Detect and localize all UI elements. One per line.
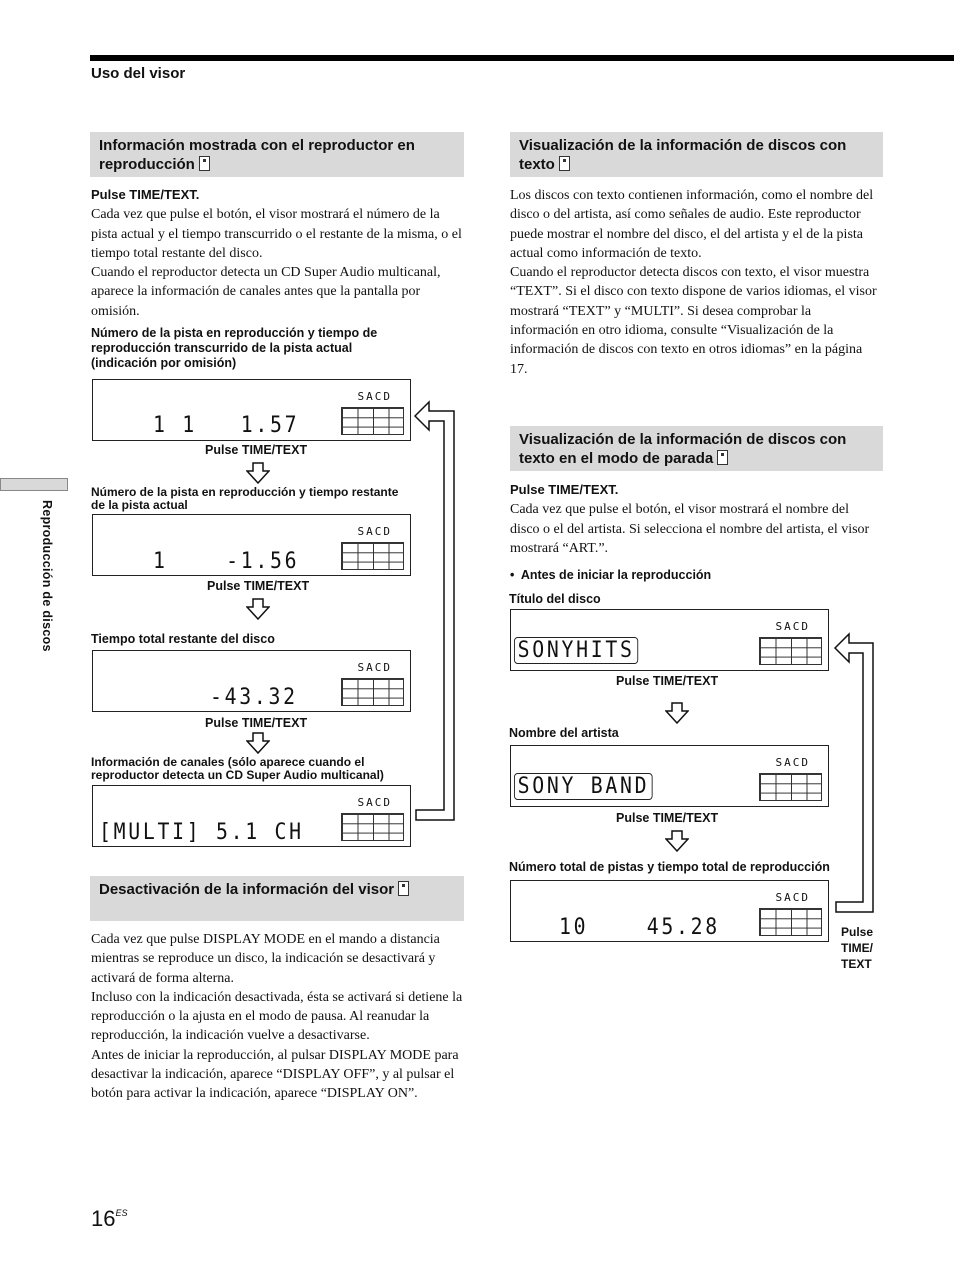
playback-info-text: Pulse TIME/TEXT. Cada vez que pulse el botón, el visor mostrará el número de la pista actual y el tiempo transcurrido o el restante de la misma, o el tiempo total restante del disco. Cuando el reproductor detecta un CD Super Audio multicanal, aparece la información de canales antes que la pantalla por omisión. — [91, 187, 462, 319]
display-label-total: Número total de pistas y tiempo total de reproducción — [509, 860, 830, 874]
display-text: SONYHITS — [514, 637, 638, 664]
display-label-3: Tiempo total restante del disco — [91, 632, 275, 646]
pulse-caption: Pulse TIME/TEXT — [616, 811, 719, 825]
section-title: Uso del visor — [91, 65, 186, 82]
display-disc-title — [510, 609, 829, 671]
down-arrow-icon — [246, 732, 270, 754]
display-label-1: Número de la pista en reproducción y tiempo de reproducción transcurrido de la pista actual (indicación por omisión) — [91, 326, 378, 370]
segment-grid — [759, 637, 822, 665]
bullet-before-play: • Antes de iniciar la reproducción — [510, 568, 712, 582]
pulse-caption: Pulse TIME/TEXT — [205, 716, 308, 730]
display-text: -43.32 — [210, 685, 298, 710]
pulse-caption: Pulse TIME/TEXT — [207, 579, 310, 593]
pulse-caption: Pulse TIME/TEXT — [616, 674, 719, 688]
segment-grid — [759, 908, 822, 936]
side-tab-marker — [0, 478, 68, 491]
display-text: [MULTI] 5.1 CH — [99, 820, 304, 845]
display-artist — [510, 745, 829, 807]
sacd-indicator: SACD — [775, 620, 810, 633]
sacd-indicator: SACD — [775, 756, 810, 769]
page-number: $16^{ES}$ — [91, 1206, 128, 1231]
down-arrow-icon — [246, 462, 270, 484]
segment-grid — [341, 678, 404, 706]
segment-grid — [341, 407, 404, 435]
heading-text-discs: Visualización de la información de discos con texto — [510, 132, 883, 177]
display-label-4: Información de canales (sólo aparece cuando el reproductor detecta un CD Super Audio multicanal) — [91, 755, 384, 782]
display-remaining — [92, 514, 411, 576]
display-text: 1 -1.56 — [153, 549, 300, 574]
display-text: 10 45.28 — [559, 915, 720, 940]
display-label-2: Número de la pista en reproducción y tiempo restante de la pista actual — [91, 485, 399, 512]
sacd-indicator: SACD — [357, 796, 392, 809]
sacd-indicator: SACD — [357, 525, 392, 538]
sacd-indicator: SACD — [357, 661, 392, 674]
text-discs-text: Los discos con texto contienen información, como el nombre del disco o del artista, así como señales de audio. Este reproductor puede mostrar el nombre del disco, el del artista y el de la pista actual como información de texto. Cuando el reproductor detecta discos con texto, el visor muestra “TEXT”. Si el disco con texto dispone de varios idiomas, el visor mostrará “TEXT” y “MULTI”. Si desea comprobar la información en otro idioma, consulte “Visualización de la información de discos con texto en otros idiomas” en la página 17. — [510, 188, 877, 377]
segment-grid — [341, 813, 404, 841]
remote-icon — [199, 156, 210, 171]
sacd-indicator: SACD — [357, 390, 392, 403]
down-arrow-icon — [246, 598, 270, 620]
display-label-title: Título del disco — [509, 592, 601, 606]
heading-playback-info: Información mostrada con el reproductor en reproducción — [90, 132, 464, 177]
remote-icon — [559, 156, 570, 171]
loop-arrow-icon — [410, 400, 460, 824]
display-total — [510, 880, 829, 942]
display-elapsed — [92, 379, 411, 441]
heading-text-stop-mode: Visualización de la información de discos con texto en el modo de parada — [510, 426, 883, 471]
display-text: SONY BAND — [514, 773, 653, 800]
pulse-caption: Pulse TIME/TEXT — [205, 443, 308, 457]
pulse-side-caption: Pulse TIME/ TEXT — [841, 925, 874, 971]
segment-grid — [759, 773, 822, 801]
down-arrow-icon — [665, 830, 689, 852]
segment-grid — [341, 542, 404, 570]
heading-display-off: Desactivación de la información del visor — [90, 876, 464, 921]
loop-arrow-icon — [830, 632, 880, 916]
remote-icon — [398, 881, 409, 896]
display-text: 1 1 1.57 — [153, 413, 300, 438]
side-tab-text: Reproducción de discos — [40, 500, 54, 652]
display-disc-remaining — [92, 650, 411, 712]
text-stop-mode-text: Pulse TIME/TEXT. Cada vez que pulse el botón, el visor mostrará el nombre del disco o el del artista. Si selecciona el nombre del artista, el visor mostrará “ART.”. — [510, 482, 870, 556]
display-label-artist: Nombre del artista — [509, 726, 619, 740]
remote-icon — [717, 450, 728, 465]
sacd-indicator: SACD — [775, 891, 810, 904]
top-rule — [90, 55, 954, 61]
display-off-text: Cada vez que pulse DISPLAY MODE en el mando a distancia mientras se reproduce un disco, la indicación se desactivará y activará de forma alterna. Incluso con la indicación desactivada, ésta se activará si detiene la reproducción o la ajusta en el modo de pausa. Al reanudar la reproducción, la indicación vuelve a desactivarse. Antes de iniciar la reproducción, al pulsar DISPLAY MODE para desactivar la indicación, aparece “DISPLAY OFF”, y al pulsar el botón para activar la indicación, aparece “DISPLAY ON”. — [91, 932, 463, 1102]
down-arrow-icon — [665, 702, 689, 724]
display-channels — [92, 785, 411, 847]
